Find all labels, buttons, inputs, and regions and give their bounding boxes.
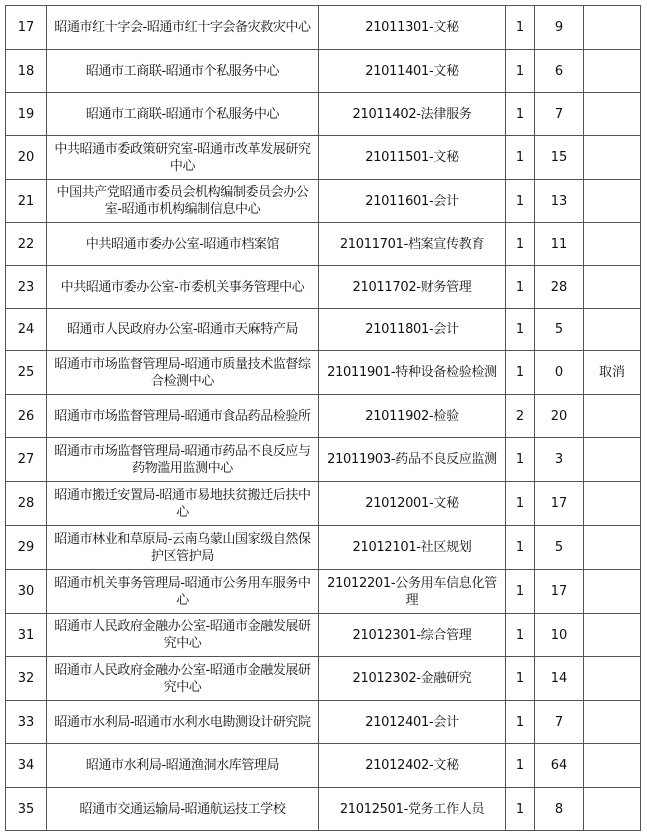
applicant-count-cell: 7 <box>535 93 584 136</box>
post-code-cell: 21011701-档案宣传教育 <box>319 223 506 266</box>
hiring-count-cell: 1 <box>506 482 535 526</box>
unit-name-cell: 中共昭通市委办公室-昭通市档案馆 <box>47 223 319 266</box>
remark-cell <box>584 744 641 788</box>
row-number-cell: 25 <box>6 351 47 395</box>
applicant-count-cell: 17 <box>535 482 584 526</box>
unit-name-cell: 昭通市水利局-昭通渔洞水库管理局 <box>47 744 319 788</box>
row-number-cell: 34 <box>6 744 47 788</box>
row-number-cell: 23 <box>6 266 47 309</box>
hiring-count-cell: 1 <box>506 309 535 351</box>
table-row <box>6 50 641 93</box>
remark-cell <box>584 136 641 180</box>
applicant-count-cell: 13 <box>535 180 584 223</box>
remark-cell <box>584 614 641 657</box>
remark-cell <box>584 701 641 744</box>
unit-name-cell: 昭通市工商联-昭通市个私服务中心 <box>47 93 319 136</box>
table-row <box>6 614 641 657</box>
hiring-count-cell: 1 <box>506 50 535 93</box>
unit-name-cell: 昭通市交通运输局-昭通航运技工学校 <box>47 788 319 831</box>
post-code-cell: 21011401-文秘 <box>319 50 506 93</box>
hiring-count-cell: 1 <box>506 570 535 614</box>
row-number-cell: 26 <box>6 395 47 438</box>
hiring-count-cell: 1 <box>506 266 535 309</box>
unit-name-cell: 昭通市市场监督管理局-昭通市食品药品检验所 <box>47 395 319 438</box>
row-number-cell: 24 <box>6 309 47 351</box>
table-row <box>6 657 641 701</box>
post-code-cell: 21011601-会计 <box>319 180 506 223</box>
remark-cell <box>584 570 641 614</box>
row-number-cell: 31 <box>6 614 47 657</box>
unit-name-cell: 昭通市工商联-昭通市个私服务中心 <box>47 50 319 93</box>
applicant-count-cell: 9 <box>535 6 584 50</box>
hiring-count-cell: 2 <box>506 395 535 438</box>
applicant-count-cell: 10 <box>535 614 584 657</box>
row-number-cell: 21 <box>6 180 47 223</box>
remark-cell <box>584 50 641 93</box>
post-code-cell: 21012301-综合管理 <box>319 614 506 657</box>
row-number-cell: 30 <box>6 570 47 614</box>
table-row <box>6 180 641 223</box>
unit-name-cell: 昭通市搬迁安置局-昭通市易地扶贫搬迁后扶中心 <box>47 482 319 526</box>
applicant-count-cell: 15 <box>535 136 584 180</box>
applicant-count-cell: 5 <box>535 309 584 351</box>
remark-cell <box>584 223 641 266</box>
post-code-cell: 21011801-会计 <box>319 309 506 351</box>
applicant-count-cell: 20 <box>535 395 584 438</box>
unit-name-cell: 昭通市市场监督管理局-昭通市药品不良反应与药物滥用监测中心 <box>47 438 319 482</box>
unit-name-cell: 昭通市人民政府金融办公室-昭通市金融发展研究中心 <box>47 614 319 657</box>
remark-cell <box>584 395 641 438</box>
row-number-cell: 29 <box>6 526 47 570</box>
unit-name-cell: 昭通市机关事务管理局-昭通市公务用车服务中心 <box>47 570 319 614</box>
hiring-count-cell: 1 <box>506 180 535 223</box>
table-row <box>6 744 641 788</box>
row-number-cell: 35 <box>6 788 47 831</box>
table-row <box>6 438 641 482</box>
hiring-count-cell: 1 <box>506 614 535 657</box>
applicant-count-cell: 14 <box>535 657 584 701</box>
row-number-cell: 28 <box>6 482 47 526</box>
post-code-cell: 21012201-公务用车信息化管理 <box>319 570 506 614</box>
row-number-cell: 22 <box>6 223 47 266</box>
row-number-cell: 20 <box>6 136 47 180</box>
table-row <box>6 223 641 266</box>
table-row <box>6 526 641 570</box>
post-code-cell: 21012402-文秘 <box>319 744 506 788</box>
applicant-count-cell: 5 <box>535 526 584 570</box>
unit-name-cell: 中国共产党昭通市委员会机构编制委员会办公室-昭通市机构编制信息中心 <box>47 180 319 223</box>
remark-cell <box>584 93 641 136</box>
hiring-count-cell: 1 <box>506 136 535 180</box>
hiring-count-cell: 1 <box>506 223 535 266</box>
table-row <box>6 570 641 614</box>
remark-cell <box>584 309 641 351</box>
hiring-count-cell: 1 <box>506 438 535 482</box>
hiring-count-cell: 1 <box>506 657 535 701</box>
table-row <box>6 266 641 309</box>
row-number-cell: 18 <box>6 50 47 93</box>
table-row <box>6 395 641 438</box>
hiring-count-cell: 1 <box>506 351 535 395</box>
remark-cell <box>584 180 641 223</box>
post-code-cell: 21012501-党务工作人员 <box>319 788 506 831</box>
table-row <box>6 136 641 180</box>
post-code-cell: 21011702-财务管理 <box>319 266 506 309</box>
post-code-cell: 21011901-特种设备检验检测 <box>319 351 506 395</box>
table-row <box>6 351 641 395</box>
row-number-cell: 32 <box>6 657 47 701</box>
applicant-count-cell: 11 <box>535 223 584 266</box>
unit-name-cell: 昭通市人民政府办公室-昭通市天麻特产局 <box>47 309 319 351</box>
post-code-cell: 21011902-检验 <box>319 395 506 438</box>
hiring-count-cell: 1 <box>506 6 535 50</box>
unit-name-cell: 昭通市林业和草原局-云南乌蒙山国家级自然保护区管护局 <box>47 526 319 570</box>
hiring-count-cell: 1 <box>506 93 535 136</box>
hiring-count-cell: 1 <box>506 744 535 788</box>
unit-name-cell: 昭通市市场监督管理局-昭通市质量技术监督综合检测中心 <box>47 351 319 395</box>
applicant-count-cell: 8 <box>535 788 584 831</box>
post-code-cell: 21012302-金融研究 <box>319 657 506 701</box>
table-row <box>6 788 641 831</box>
table-row <box>6 701 641 744</box>
unit-name-cell: 昭通市红十字会-昭通市红十字会备灾救灾中心 <box>47 6 319 50</box>
applicant-count-cell: 6 <box>535 50 584 93</box>
hiring-count-cell: 1 <box>506 701 535 744</box>
applicant-count-cell: 64 <box>535 744 584 788</box>
table-row <box>6 6 641 50</box>
post-code-cell: 21012101-社区规划 <box>319 526 506 570</box>
post-code-cell: 21011402-法律服务 <box>319 93 506 136</box>
post-code-cell: 21012401-会计 <box>319 701 506 744</box>
row-number-cell: 17 <box>6 6 47 50</box>
hiring-count-cell: 1 <box>506 788 535 831</box>
remark-cell <box>584 526 641 570</box>
remark-cell <box>584 657 641 701</box>
row-number-cell: 27 <box>6 438 47 482</box>
table-row <box>6 93 641 136</box>
post-code-cell: 21011501-文秘 <box>319 136 506 180</box>
applicant-count-cell: 3 <box>535 438 584 482</box>
applicant-count-cell: 17 <box>535 570 584 614</box>
hiring-count-cell: 1 <box>506 526 535 570</box>
remark-cell <box>584 266 641 309</box>
remark-cell <box>584 482 641 526</box>
post-code-cell: 21012001-文秘 <box>319 482 506 526</box>
post-code-cell: 21011903-药品不良反应监测 <box>319 438 506 482</box>
remark-cell <box>584 6 641 50</box>
remark-cell <box>584 438 641 482</box>
table-row <box>6 309 641 351</box>
remark-cell <box>584 788 641 831</box>
post-code-cell: 21011301-文秘 <box>319 6 506 50</box>
unit-name-cell: 中共昭通市委政策研究室-昭通市改革发展研究中心 <box>47 136 319 180</box>
row-number-cell: 33 <box>6 701 47 744</box>
positions-table <box>5 5 641 831</box>
unit-name-cell: 昭通市人民政府金融办公室-昭通市金融发展研究中心 <box>47 657 319 701</box>
applicant-count-cell: 0 <box>535 351 584 395</box>
remark-cell: 取消 <box>584 351 641 395</box>
unit-name-cell: 昭通市水利局-昭通市水利水电勘测设计研究院 <box>47 701 319 744</box>
applicant-count-cell: 7 <box>535 701 584 744</box>
table-row <box>6 482 641 526</box>
unit-name-cell: 中共昭通市委办公室-市委机关事务管理中心 <box>47 266 319 309</box>
row-number-cell: 19 <box>6 93 47 136</box>
positions-table-body <box>6 6 641 831</box>
applicant-count-cell: 28 <box>535 266 584 309</box>
